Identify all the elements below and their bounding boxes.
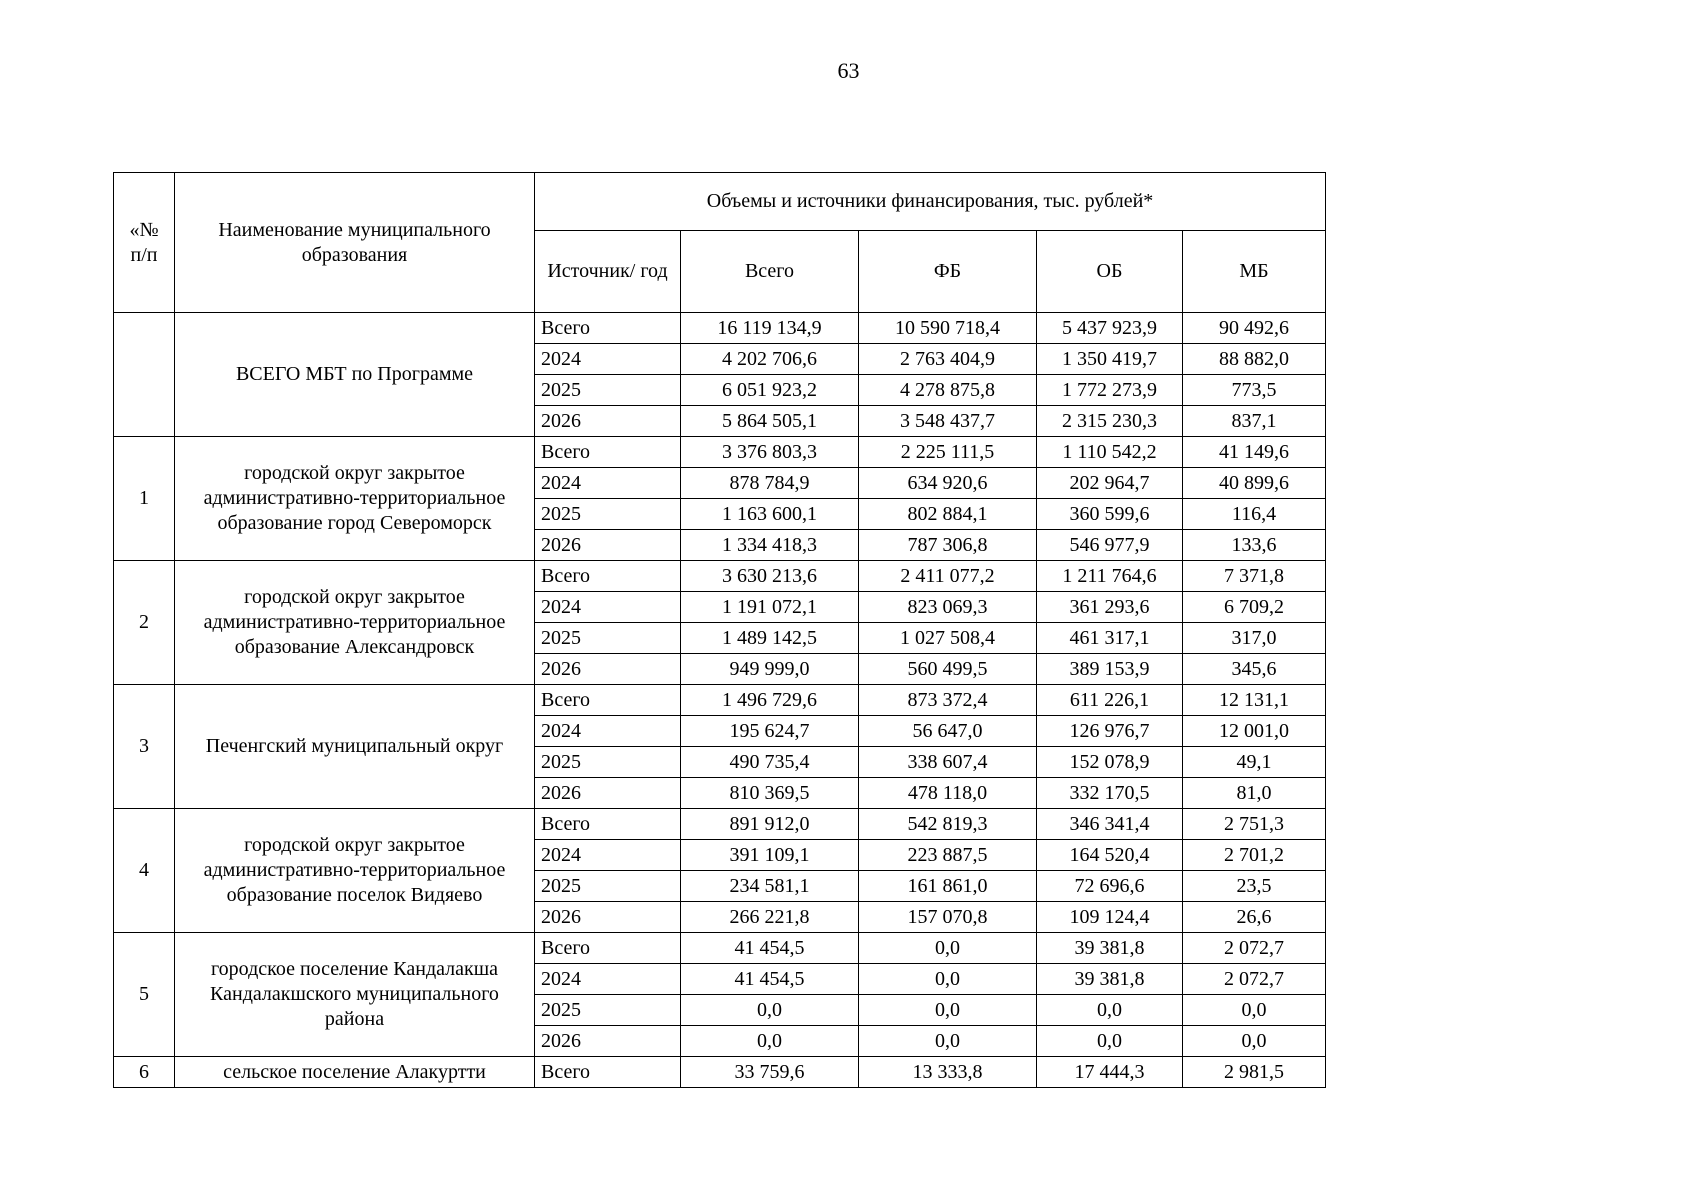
row-number: 1 xyxy=(114,437,175,561)
mb-cell: 133,6 xyxy=(1183,530,1326,561)
fb-cell: 823 069,3 xyxy=(859,592,1037,623)
table-row xyxy=(114,1057,1326,1088)
ob-cell: 546 977,9 xyxy=(1037,530,1183,561)
source-year-cell: 2024 xyxy=(535,840,681,871)
ob-cell: 109 124,4 xyxy=(1037,902,1183,933)
row-number: 5 xyxy=(114,933,175,1057)
table-row xyxy=(114,933,1326,964)
source-year-cell: 2024 xyxy=(535,964,681,995)
fb-cell: 10 590 718,4 xyxy=(859,313,1037,344)
fb-cell: 802 884,1 xyxy=(859,499,1037,530)
mb-cell: 2 072,7 xyxy=(1183,933,1326,964)
source-year-cell: 2026 xyxy=(535,654,681,685)
source-year-cell: 2024 xyxy=(535,344,681,375)
total-cell: 391 109,1 xyxy=(681,840,859,871)
ob-cell: 1 110 542,2 xyxy=(1037,437,1183,468)
mb-cell: 12 001,0 xyxy=(1183,716,1326,747)
source-year-cell: 2026 xyxy=(535,1026,681,1057)
fb-cell: 542 819,3 xyxy=(859,809,1037,840)
total-cell: 266 221,8 xyxy=(681,902,859,933)
mb-cell: 0,0 xyxy=(1183,995,1326,1026)
source-year-cell: 2026 xyxy=(535,530,681,561)
fb-cell: 338 607,4 xyxy=(859,747,1037,778)
mb-cell: 116,4 xyxy=(1183,499,1326,530)
source-year-cell: 2025 xyxy=(535,871,681,902)
total-cell: 3 376 803,3 xyxy=(681,437,859,468)
fb-cell: 4 278 875,8 xyxy=(859,375,1037,406)
source-year-cell: 2025 xyxy=(535,375,681,406)
fb-cell: 0,0 xyxy=(859,995,1037,1026)
total-cell: 195 624,7 xyxy=(681,716,859,747)
total-cell: 878 784,9 xyxy=(681,468,859,499)
total-cell: 1 334 418,3 xyxy=(681,530,859,561)
header-fb: ФБ xyxy=(859,231,1037,313)
fb-cell: 2 411 077,2 xyxy=(859,561,1037,592)
fb-cell: 0,0 xyxy=(859,1026,1037,1057)
table-row xyxy=(114,809,1326,840)
fb-cell: 2 763 404,9 xyxy=(859,344,1037,375)
fb-cell: 2 225 111,5 xyxy=(859,437,1037,468)
source-year-cell: Всего xyxy=(535,1057,681,1088)
total-cell: 0,0 xyxy=(681,995,859,1026)
row-number: 6 xyxy=(114,1057,175,1088)
source-year-cell: 2024 xyxy=(535,592,681,623)
source-year-cell: 2026 xyxy=(535,902,681,933)
source-year-cell: Всего xyxy=(535,933,681,964)
total-cell: 1 163 600,1 xyxy=(681,499,859,530)
fb-cell: 873 372,4 xyxy=(859,685,1037,716)
header-source-year: Источник/ год xyxy=(535,231,681,313)
ob-cell: 72 696,6 xyxy=(1037,871,1183,902)
mb-cell: 88 882,0 xyxy=(1183,344,1326,375)
ob-cell: 1 211 764,6 xyxy=(1037,561,1183,592)
total-cell: 1 191 072,1 xyxy=(681,592,859,623)
total-cell: 1 489 142,5 xyxy=(681,623,859,654)
mb-cell: 0,0 xyxy=(1183,1026,1326,1057)
fb-cell: 56 647,0 xyxy=(859,716,1037,747)
total-cell: 6 051 923,2 xyxy=(681,375,859,406)
source-year-cell: Всего xyxy=(535,313,681,344)
source-year-cell: 2026 xyxy=(535,406,681,437)
total-cell: 949 999,0 xyxy=(681,654,859,685)
mb-cell: 41 149,6 xyxy=(1183,437,1326,468)
total-cell: 234 581,1 xyxy=(681,871,859,902)
ob-cell: 360 599,6 xyxy=(1037,499,1183,530)
financing-table xyxy=(113,172,1326,1088)
fb-cell: 13 333,8 xyxy=(859,1057,1037,1088)
header-number: «№ п/п xyxy=(114,173,175,313)
fb-cell: 634 920,6 xyxy=(859,468,1037,499)
total-cell: 1 496 729,6 xyxy=(681,685,859,716)
source-year-cell: 2024 xyxy=(535,716,681,747)
header-mb: МБ xyxy=(1183,231,1326,313)
total-cell: 3 630 213,6 xyxy=(681,561,859,592)
total-cell: 5 864 505,1 xyxy=(681,406,859,437)
table-row xyxy=(114,437,1326,468)
mb-cell: 837,1 xyxy=(1183,406,1326,437)
ob-cell: 461 317,1 xyxy=(1037,623,1183,654)
ob-cell: 332 170,5 xyxy=(1037,778,1183,809)
municipality-name: городское поселение Кандалакша Кандалакшского муниципального района xyxy=(175,933,535,1057)
source-year-cell: Всего xyxy=(535,685,681,716)
municipality-name: городской округ закрытое административно-территориальное образование Александровск xyxy=(175,561,535,685)
mb-cell: 81,0 xyxy=(1183,778,1326,809)
mb-cell: 2 072,7 xyxy=(1183,964,1326,995)
fb-cell: 0,0 xyxy=(859,964,1037,995)
ob-cell: 611 226,1 xyxy=(1037,685,1183,716)
ob-cell: 2 315 230,3 xyxy=(1037,406,1183,437)
fb-cell: 478 118,0 xyxy=(859,778,1037,809)
header-ob: ОБ xyxy=(1037,231,1183,313)
mb-cell: 26,6 xyxy=(1183,902,1326,933)
ob-cell: 39 381,8 xyxy=(1037,933,1183,964)
header-total: Всего xyxy=(681,231,859,313)
mb-cell: 6 709,2 xyxy=(1183,592,1326,623)
municipality-name: городской округ закрытое административно-территориальное образование город Североморск xyxy=(175,437,535,561)
ob-cell: 361 293,6 xyxy=(1037,592,1183,623)
total-cell: 810 369,5 xyxy=(681,778,859,809)
table-body xyxy=(114,313,1326,1088)
fb-cell: 223 887,5 xyxy=(859,840,1037,871)
total-cell: 41 454,5 xyxy=(681,964,859,995)
mb-cell: 2 701,2 xyxy=(1183,840,1326,871)
mb-cell: 90 492,6 xyxy=(1183,313,1326,344)
ob-cell: 0,0 xyxy=(1037,995,1183,1026)
ob-cell: 39 381,8 xyxy=(1037,964,1183,995)
ob-cell: 389 153,9 xyxy=(1037,654,1183,685)
total-cell: 16 119 134,9 xyxy=(681,313,859,344)
header-name: Наименование муниципального образования xyxy=(175,173,535,313)
municipality-name: сельское поселение Алакуртти xyxy=(175,1057,535,1088)
ob-cell: 17 444,3 xyxy=(1037,1057,1183,1088)
ob-cell: 164 520,4 xyxy=(1037,840,1183,871)
municipality-name: городской округ закрытое административно-территориальное образование поселок Видяево xyxy=(175,809,535,933)
mb-cell: 7 371,8 xyxy=(1183,561,1326,592)
mb-cell: 23,5 xyxy=(1183,871,1326,902)
total-cell: 490 735,4 xyxy=(681,747,859,778)
ob-cell: 152 078,9 xyxy=(1037,747,1183,778)
mb-cell: 49,1 xyxy=(1183,747,1326,778)
fb-cell: 3 548 437,7 xyxy=(859,406,1037,437)
table-header xyxy=(114,173,1326,313)
total-cell: 4 202 706,6 xyxy=(681,344,859,375)
ob-cell: 202 964,7 xyxy=(1037,468,1183,499)
table-row xyxy=(114,685,1326,716)
fb-cell: 787 306,8 xyxy=(859,530,1037,561)
ob-cell: 1 350 419,7 xyxy=(1037,344,1183,375)
source-year-cell: 2025 xyxy=(535,747,681,778)
row-number: 3 xyxy=(114,685,175,809)
mb-cell: 345,6 xyxy=(1183,654,1326,685)
page-number: 63 xyxy=(837,58,860,83)
total-cell: 891 912,0 xyxy=(681,809,859,840)
row-number: 2 xyxy=(114,561,175,685)
mb-cell: 40 899,6 xyxy=(1183,468,1326,499)
total-cell: 0,0 xyxy=(681,1026,859,1057)
municipality-name: ВСЕГО МБТ по Программе xyxy=(175,313,535,437)
mb-cell: 2 751,3 xyxy=(1183,809,1326,840)
source-year-cell: Всего xyxy=(535,809,681,840)
mb-cell: 773,5 xyxy=(1183,375,1326,406)
table-row xyxy=(114,561,1326,592)
mb-cell: 317,0 xyxy=(1183,623,1326,654)
fb-cell: 157 070,8 xyxy=(859,902,1037,933)
ob-cell: 1 772 273,9 xyxy=(1037,375,1183,406)
municipality-name: Печенгский муниципальный округ xyxy=(175,685,535,809)
fb-cell: 560 499,5 xyxy=(859,654,1037,685)
ob-cell: 0,0 xyxy=(1037,1026,1183,1057)
ob-cell: 346 341,4 xyxy=(1037,809,1183,840)
total-cell: 41 454,5 xyxy=(681,933,859,964)
row-number: 4 xyxy=(114,809,175,933)
row-number xyxy=(114,313,175,437)
source-year-cell: 2025 xyxy=(535,499,681,530)
header-financing-group: Объемы и источники финансирования, тыс. рублей* xyxy=(535,173,1326,231)
source-year-cell: 2026 xyxy=(535,778,681,809)
source-year-cell: 2025 xyxy=(535,623,681,654)
ob-cell: 126 976,7 xyxy=(1037,716,1183,747)
mb-cell: 12 131,1 xyxy=(1183,685,1326,716)
source-year-cell: Всего xyxy=(535,437,681,468)
ob-cell: 5 437 923,9 xyxy=(1037,313,1183,344)
table-row xyxy=(114,313,1326,344)
mb-cell: 2 981,5 xyxy=(1183,1057,1326,1088)
fb-cell: 161 861,0 xyxy=(859,871,1037,902)
source-year-cell: 2024 xyxy=(535,468,681,499)
total-cell: 33 759,6 xyxy=(681,1057,859,1088)
fb-cell: 1 027 508,4 xyxy=(859,623,1037,654)
source-year-cell: 2025 xyxy=(535,995,681,1026)
fb-cell: 0,0 xyxy=(859,933,1037,964)
source-year-cell: Всего xyxy=(535,561,681,592)
